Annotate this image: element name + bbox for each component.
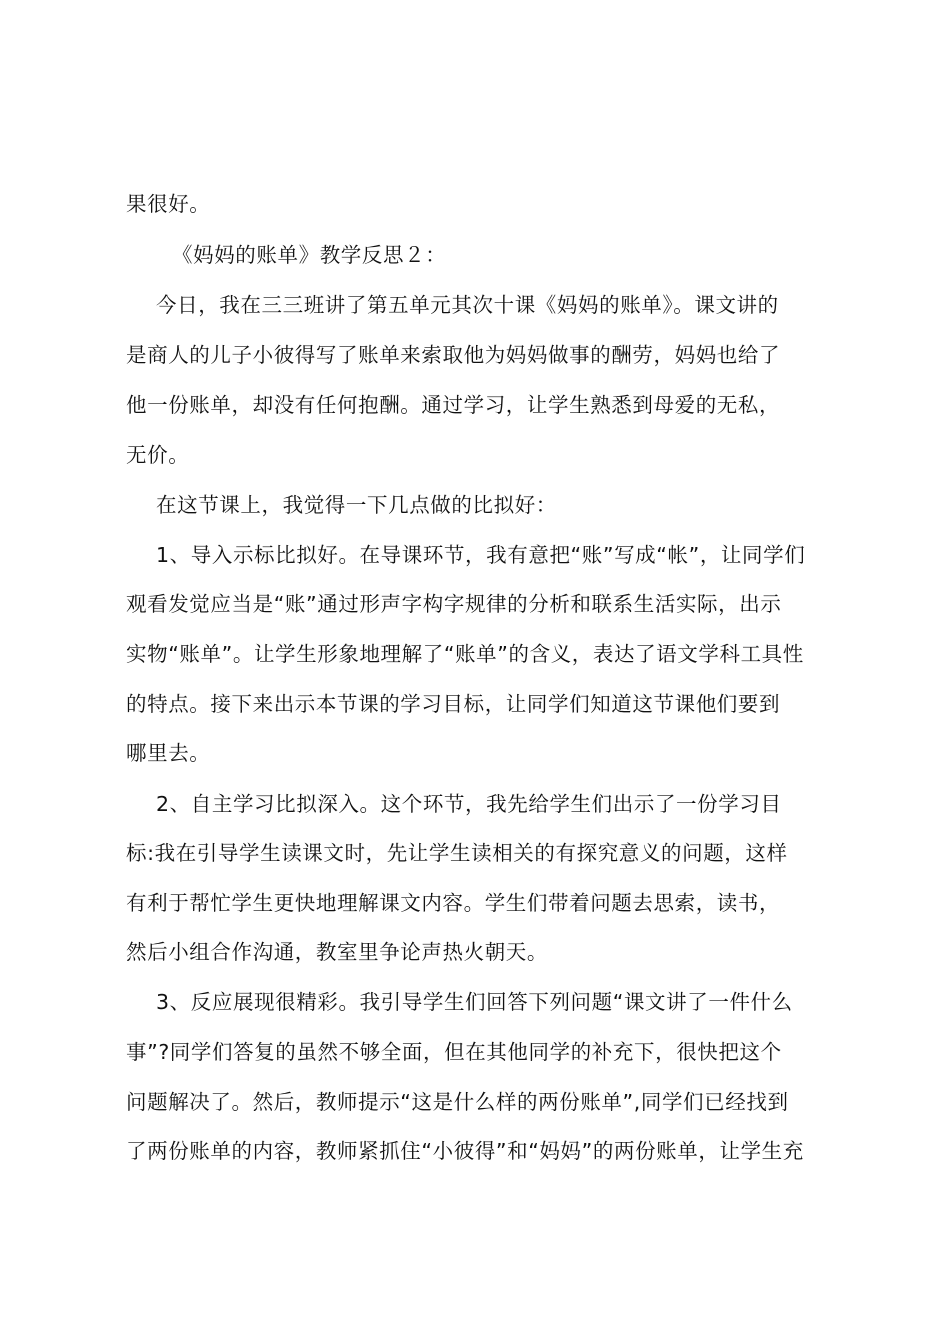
text-line: 了两份账单的内容，教师紧抓住“小彼得”和“妈妈”的两份账单，让学生充: [126, 1139, 804, 1163]
section-heading: 《妈妈的账单》教学反思２：: [172, 243, 447, 267]
text-line: 的特点。接下来出示本节课的学习目标，让同学们知道这节课他们要到: [126, 692, 781, 716]
text-line: 事”?同学们答复的虽然不够全面，但在其他同学的补充下，很快把这个: [126, 1040, 782, 1064]
text-line: 然后小组合作沟通，教室里争论声热火朝天。: [126, 940, 548, 964]
text-line: 观看发觉应当是“账”通过形声字构字规律的分析和联系生活实际，出示: [126, 592, 782, 616]
text-line: 有利于帮忙学生更快地理解课文内容。学生们带着问题去思索，读书，: [126, 891, 781, 915]
text-line: 2、自主学习比拟深入。这个环节，我先给学生们出示了一份学习目: [156, 792, 782, 816]
text-line: 3、反应展现很精彩。我引导学生们回答下列问题“课文讲了一件什么: [156, 990, 793, 1014]
text-line: 哪里去。: [126, 741, 211, 765]
text-line: 是商人的儿子小彼得写了账单来索取他为妈妈做事的酬劳，妈妈也给了: [126, 343, 781, 367]
text-line: 1、导入示标比拟好。在导课环节，我有意把“账”写成“帐”，让同学们: [156, 543, 806, 567]
text-line: 他一份账单，却没有任何抱酬。通过学习，让学生熟悉到母爱的无私，: [126, 393, 781, 417]
text-line: 今日，我在三三班讲了第五单元其次十课《妈妈的账单》。课文讲的: [156, 293, 779, 317]
text-line: 在这节课上，我觉得一下几点做的比拟好：: [156, 493, 557, 517]
text-line: 标:我在引导学生读课文时，先让学生读相关的有探究意义的问题，这样: [126, 841, 788, 865]
text-line: 无价。: [126, 443, 190, 467]
text-line: 果很好。: [126, 192, 211, 216]
text-line: 实物“账单”。让学生形象地理解了“账单”的含义，表达了语文学科工具性: [126, 642, 804, 666]
text-line: 问题解决了。然后，教师提示“这是什么样的两份账单”,同学们已经找到: [126, 1090, 789, 1114]
